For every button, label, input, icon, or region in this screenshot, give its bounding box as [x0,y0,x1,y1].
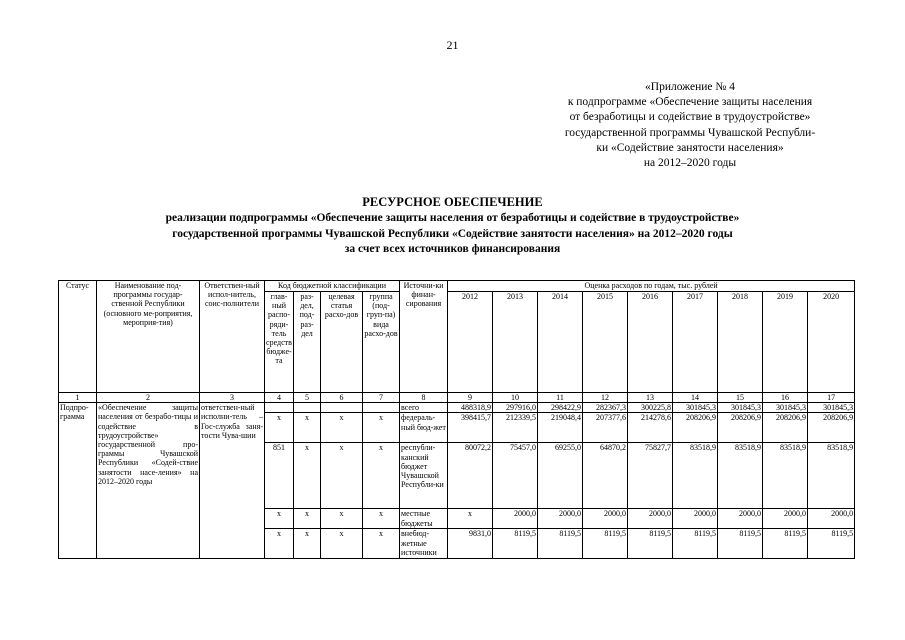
value-cell: x [448,509,493,529]
header-row [59,281,855,292]
code-cell: 851 [265,443,294,509]
value-cell: 488318,9 [448,403,493,413]
resource-table [58,280,855,559]
code-cell: x [294,529,321,559]
code-cell [294,403,321,413]
value-cell: 398415,7 [448,413,493,443]
code-cell: x [321,529,363,559]
header-estimate: Оценка расходов по годам, тыс. рублей [448,281,855,292]
column-number: 1 [59,393,97,403]
value-cell: 208206,9 [808,413,855,443]
subprogram-name-cell: «Обеспечение защиты населения от безрабо-тицы и содействие в трудоустройстве» государственной про-граммы Чувашской Республики «Содей-ствие занятости насе-ления» на 2012–2020 годы [97,403,200,559]
appendix-line: к подпрограмме «Обеспечение защиты населения [567,96,813,109]
code-cell: x [265,509,294,529]
value-cell: 8119,5 [583,529,628,559]
code-cell: x [294,509,321,529]
value-cell: 301845,3 [808,403,855,413]
code-cell: x [363,443,400,509]
column-number: 6 [321,393,363,403]
appendix-line: от безработицы и содействие в трудоустройстве» [569,111,811,124]
value-cell: 75457,0 [493,443,538,509]
value-cell: 300225,8 [628,403,673,413]
appendix-line: «Приложение № 4 [645,81,735,93]
column-number: 7 [363,393,400,403]
code-cell [321,403,363,413]
title-line: РЕСУРСНОЕ ОБЕСПЕЧЕНИЕ [362,195,543,209]
code-cell: x [294,413,321,443]
header-status: Статус [59,281,97,393]
value-cell: 207377,6 [583,413,628,443]
header-year: 2017 [673,292,718,393]
header-year: 2016 [628,292,673,393]
value-cell: 219048,4 [538,413,583,443]
header-code-col: целевая статья расхо-дов [321,292,363,393]
value-cell: 301845,3 [673,403,718,413]
code-cell: x [363,413,400,443]
title-line: за счет всех источников финансирования [344,243,561,256]
value-cell: 75827,7 [628,443,673,509]
value-cell: 2000,0 [808,509,855,529]
source-cell: внебюд-жетные источники [400,529,448,559]
value-cell: 208206,9 [673,413,718,443]
value-cell: 8119,5 [763,529,808,559]
header-year: 2012 [448,292,493,393]
header-code-col: раз-дел, под-раз-дел [294,292,321,393]
header-budget-code: Код бюджетной классификации [265,281,400,292]
column-number: 17 [808,393,855,403]
value-cell: 8119,5 [493,529,538,559]
value-cell: 8119,5 [628,529,673,559]
title-line: реализации подпрограммы «Обеспечение защиты населения от безработицы и содействие в трудоустройстве» [165,211,740,224]
column-number: 10 [493,393,538,403]
source-cell: местные бюджеты [400,509,448,529]
appendix-line: на 2012–2020 годы [643,157,737,170]
title-line: государственной программы Чувашской Республики «Содействие занятости населения» на 2012–2020 годы [172,227,733,240]
table-row [59,403,855,413]
code-cell [265,403,294,413]
value-cell: 9831,0 [448,529,493,559]
column-number: 15 [718,393,763,403]
code-cell: x [265,413,294,443]
column-number: 9 [448,393,493,403]
code-cell: x [363,509,400,529]
value-cell: 297916,0 [493,403,538,413]
header-year: 2019 [763,292,808,393]
header-year: 2020 [808,292,855,393]
value-cell: 298422,9 [538,403,583,413]
value-cell: 2000,0 [583,509,628,529]
header-year: 2013 [493,292,538,393]
column-number: 2 [97,393,200,403]
value-cell: 2000,0 [718,509,763,529]
value-cell: 8119,5 [538,529,583,559]
column-number: 11 [538,393,583,403]
code-cell: x [265,529,294,559]
column-number-row [59,393,855,403]
header-code-col: группа (под-груп-па) вида расхо-дов [363,292,400,393]
value-cell: 8119,5 [808,529,855,559]
value-cell: 8119,5 [673,529,718,559]
appendix-line: государственной программы Чувашской Республи- [564,126,816,139]
code-cell: x [321,413,363,443]
column-number: 8 [400,393,448,403]
column-number: 12 [583,393,628,403]
page-number: 21 [446,38,459,52]
value-cell: 2000,0 [538,509,583,529]
header-year: 2015 [583,292,628,393]
value-cell: 83518,9 [808,443,855,509]
value-cell: 301845,3 [763,403,808,413]
code-cell: x [321,509,363,529]
value-cell: 2000,0 [763,509,808,529]
value-cell: 282367,3 [583,403,628,413]
header-name: Наименование под-программы государ-ственной Республики (основного ме-роприятия, мероприя-тия) [97,281,200,393]
appendix-line: ки «Содействие занятости населения» [596,141,784,154]
source-cell: всего [400,403,448,413]
value-cell: 2000,0 [628,509,673,529]
status-cell: Подпро-грамма [59,403,97,559]
value-cell: 2000,0 [673,509,718,529]
code-cell: x [363,529,400,559]
value-cell: 208206,9 [763,413,808,443]
column-number: 4 [265,393,294,403]
value-cell: 83518,9 [673,443,718,509]
document-title [0,195,905,258]
column-number: 5 [294,393,321,403]
value-cell: 83518,9 [763,443,808,509]
value-cell: 64870,2 [583,443,628,509]
header-year: 2018 [718,292,763,393]
responsible-cell: ответствен-ный исполни-тель – Гос-служба заня-тости Чува-шии [200,403,265,559]
value-cell: 83518,9 [718,443,763,509]
column-number: 3 [200,393,265,403]
value-cell: 212339,5 [493,413,538,443]
value-cell: 208206,9 [718,413,763,443]
value-cell: 301845,3 [718,403,763,413]
value-cell: 8119,5 [718,529,763,559]
column-number: 16 [763,393,808,403]
header-source: Источни-ки финан-сирования [400,281,448,393]
value-cell: 80072,2 [448,443,493,509]
source-cell: республи-канский бюджет Чувашской Республи-ки [400,443,448,509]
value-cell: 69255,0 [538,443,583,509]
source-cell: федераль-ный бюд-жет [400,413,448,443]
value-cell: 214278,6 [628,413,673,443]
header-code-col: глав-ный распо-ряди-тель средств бюдже-та [265,292,294,393]
code-cell: x [321,443,363,509]
value-cell: 2000,0 [493,509,538,529]
header-year: 2014 [538,292,583,393]
column-number: 13 [628,393,673,403]
column-number: 14 [673,393,718,403]
code-cell [363,403,400,413]
header-responsible: Ответствен-ный испол-нитель, соис-полнители [200,281,265,393]
code-cell: x [294,443,321,509]
appendix-note [520,80,860,171]
